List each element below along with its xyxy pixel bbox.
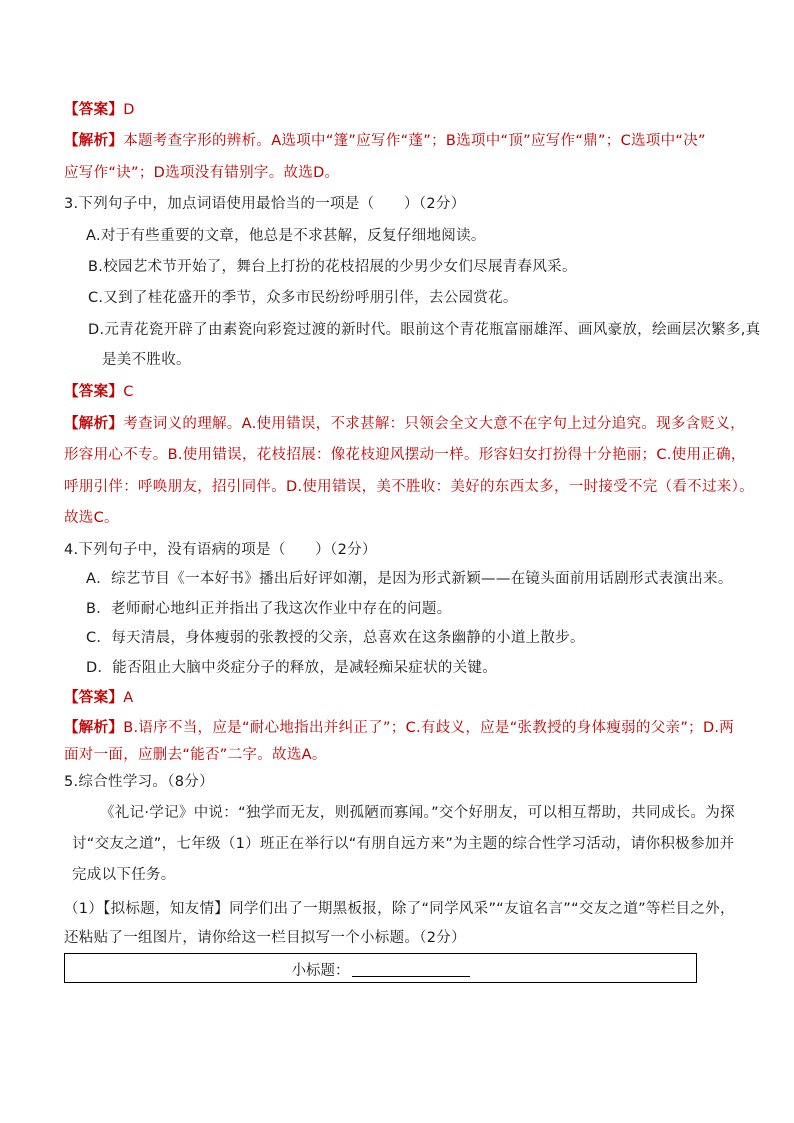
q2-answer [64,100,135,120]
subtitle-blank-line[interactable] [352,962,470,977]
q5-intro-line-3: 完成以下任务。 [72,867,176,883]
q3-option-d-line-1: D.元青花瓷开辟了由素瓷向彩瓷过渡的新时代。眼前这个青花瓶富丽雄浑、画风豪放，绘画层次繁多,真 [88,322,761,338]
q4-stem: 4.下列句子中，没有语病的项是（ ）（2分） [64,542,377,558]
answer-value: D [123,102,135,118]
subtitle-answer-row [65,959,696,980]
answer-tag: 【答案】 [64,384,124,400]
answer-value: C [123,384,134,400]
analysis-text: 本题考查字形的辨析。A选项中“篷”应写作“蓬”；B选项中“顶”应写作“鼎”；C选项中“决” [123,133,706,149]
subtitle-answer-box [64,953,697,983]
q4-analysis-line-1 [64,718,734,738]
q4-option-c: C．每天清晨，身体瘦弱的张教授的父亲，总喜欢在这条幽静的小道上散步。 [86,630,585,646]
q3-answer [64,382,134,402]
q4-option-d: D．能否阻止大脑中炎症分子的释放，是减轻痴呆症状的关键。 [86,660,498,676]
q3-analysis-line-2: 形容用心不专。B.使用错误，花枝招展：像花枝迎风摆动一样。形容妇女打扮得十分艳丽；C.使用正确， [64,447,746,463]
q5-sub1-line-1: （1）【拟标题，知友情】同学们出了一期黑板报，除了“同学风采”“友谊名言”“交友之道”等栏目之外， [64,901,735,917]
q5-stem: 5.综合性学习。（8分） [64,774,214,790]
q3-option-c: C.又到了桂花盛开的季节，众多市民纷纷呼朋引伴，去公园赏花。 [88,290,518,306]
analysis-tag: 【解析】 [64,720,124,736]
q3-option-b: B.校园艺术节开始了，舞台上打扮的花枝招展的少男少女们尽展青春风采。 [88,259,577,275]
analysis-text: B.语序不当，应是“耐心地指出并纠正了”；C.有歧义，应是“张教授的身体瘦弱的父亲”；D.两 [123,720,735,736]
q2-analysis-line-2: 应写作“诀”；D选项没有错别字。故选D。 [64,165,340,181]
q4-option-b: B．老师耐心地纠正并指出了我这次作业中存在的问题。 [86,601,452,617]
q5-sub1-line-2: 还粘贴了一组图片，请你给这一栏目拟写一个小标题。（2分） [64,930,466,946]
answer-tag: 【答案】 [64,690,124,706]
q3-analysis-line-1 [64,414,745,434]
analysis-tag: 【解析】 [64,416,124,432]
analysis-tag: 【解析】 [64,133,124,149]
subtitle-label: 小标题： [291,963,350,979]
q3-option-d-line-2: 是美不胜收。 [102,352,191,368]
q3-analysis-line-4: 故选C。 [64,510,119,526]
analysis-text: 考查词义的理解。A.使用错误，不求甚解：只领会全文大意不在字句上过分追究。现多含贬义， [123,416,745,432]
q3-analysis-line-3: 呼朋引伴：呼唤朋友，招引同伴。D.使用错误，美不胜收：美好的东西太多，一时接受不完（看不过来）。 [64,479,754,495]
q4-analysis-line-2: 面对一面，应删去“能否”二字。故选A。 [64,747,327,763]
answer-value: A [123,690,134,706]
q5-intro-line-1: 《礼记·学记》中说：“独学而无友，则孤陋而寡闻。”交个好朋友，可以相互帮助，共同成长。为探 [100,805,735,821]
q2-analysis-line-1 [64,131,706,151]
q3-option-a: A.对于有些重要的文章，他总是不求甚解，反复仔细地阅读。 [86,228,486,244]
q4-option-a: A．综艺节目《一本好书》播出后好评如潮，是因为形式新颖——在镜头面前用话剧形式表演出来。 [86,571,733,587]
answer-tag: 【答案】 [64,102,124,118]
q4-answer [64,688,133,708]
q5-intro-line-2: 讨“交友之道”，七年级（1）班正在举行以“有朋自远方来”为主题的综合性学习活动，请你积极参加并 [72,836,735,852]
q3-stem: 3.下列句子中，加点词语使用最恰当的一项是（ ）（2分） [64,196,466,212]
